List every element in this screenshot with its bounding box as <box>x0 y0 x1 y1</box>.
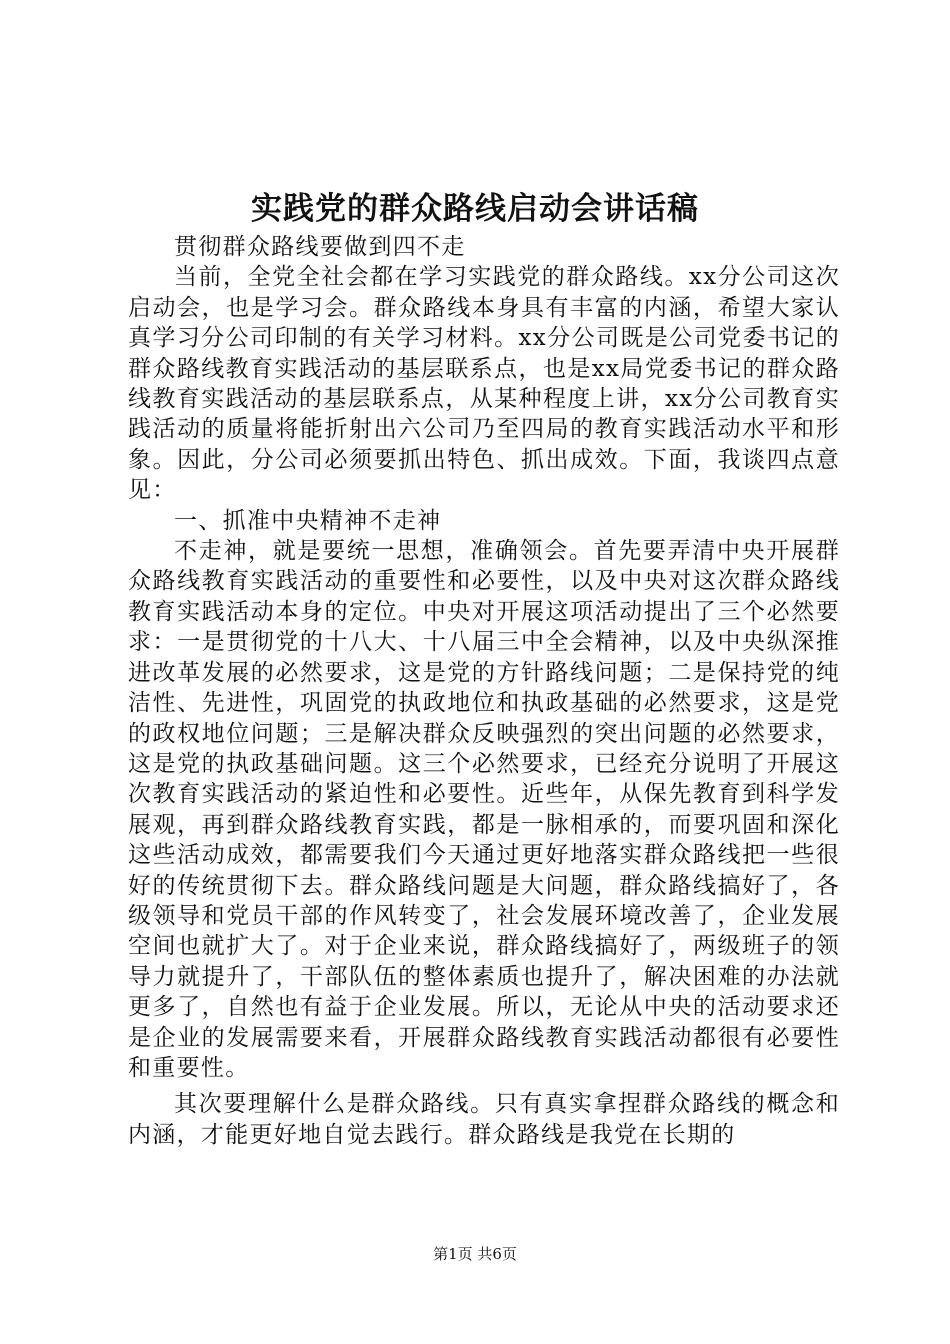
paragraph-section-1-continued: 其次要理解什么是群众路线。只有真实拿捏群众路线的概念和内涵，才能更好地自觉去践行。群众路线是我党在长期的 <box>128 1091 840 1148</box>
paragraph-section-1: 不走神，就是要统一思想，准确领会。首先要弄清中央开展群众路线教育实践活动的重要性和必要性，以及中央对这次群众路线教育实践活动本身的定位。中央对开展这项活动提出了三个必然要求：一是贯彻党的十八大、十八届三中全会精神，以及中央纵深推进改革发展的必然要求，这是党的方针路线问题；二是保持党的纯洁性、先进性，巩固党的执政地位和执政基础的必然要求，这是党的政权地位问题；三是解决群众反映强烈的突出问题的必然要求，这是党的执政基础问题。这三个必然要求，已经充分说明了开展这次教育实践活动的紧迫性和必要性。近些年，从保先教育到科学发展观，再到群众路线教育实践，都是一脉相承的，而要巩固和深化这些活动成效，都需要我们今天通过更好地落实群众路线把一些很好的传统贯彻下去。群众路线问题是大问题，群众路线搞好了，各级领导和党员干部的作风转变了，社会发展环境改善了，企业发展空间也就扩大了。对于企业来说，群众路线搞好了，两级班子的领导力就提升了，干部队伍的整体素质也提升了，解决困难的办法就更多了，自然也有益于企业发展。所以，无论从中央的活动要求还是企业的发展需要来看，开展群众路线教育实践活动都很有必要性和重要性。 <box>128 538 840 1081</box>
section-heading-1: 一、抓准中央精神不走神 <box>174 507 442 534</box>
paragraph-subtitle: 贯彻群众路线要做到四不走 <box>174 234 466 260</box>
document-body <box>128 232 840 1150</box>
document-title: 实践党的群众路线启动会讲话稿 <box>251 191 699 227</box>
page-number-footer: 第1页 共6页 <box>433 1245 517 1263</box>
paragraph-intro: 当前，全党全社会都在学习实践党的群众路线。xx分公司这次启动会，也是学习会。群众路线本身具有丰富的内涵，希望大家认真学习分公司印制的有关学习材料。xx分公司既是公司党委书记的群众路线教育实践活动的基层联系点，也是xx局党委书记的群众路线教育实践活动的基层联系点，从某种程度上讲，xx分公司教育实践活动的质量将能折射出六公司乃至四局的教育实践活动水平和形象。因此，分公司必须要抓出特色、抓出成效。下面，我谈四点意见： <box>128 264 840 504</box>
